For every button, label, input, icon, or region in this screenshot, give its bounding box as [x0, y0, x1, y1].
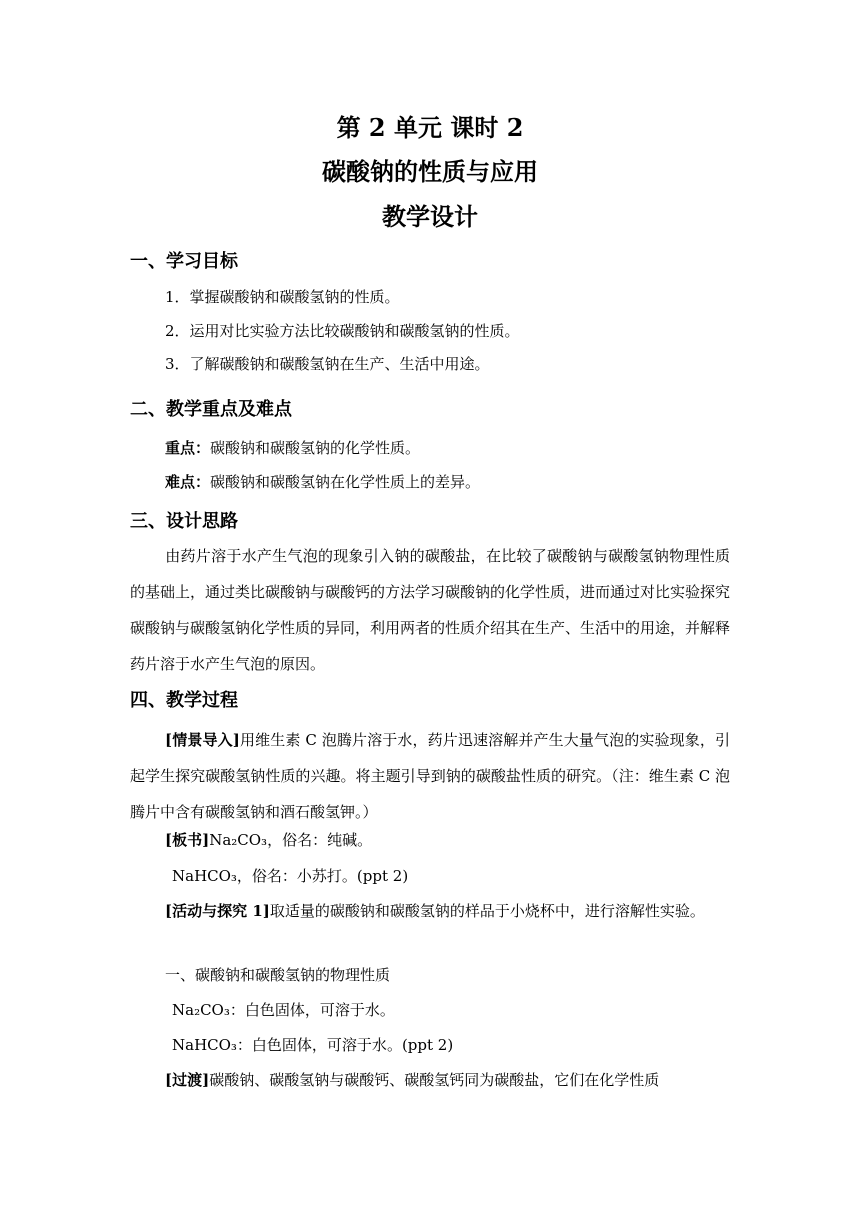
key-point-line [165, 437, 420, 459]
board-line-2: NaHCO₃，俗名：小苏打。(ppt 2) [172, 867, 409, 885]
board-text-1: Na₂CO₃，俗名：纯碱。 [209, 831, 373, 849]
difficulty-label: 难点： [165, 473, 211, 491]
activity-paragraph [130, 893, 730, 929]
title-unit-lesson: 第 2 单元 课时 2 [336, 113, 524, 142]
goal-item-2: 2．运用对比实验方法比较碳酸钠和碳酸氢钠的性质。 [165, 322, 520, 340]
transition-label: [过渡] [165, 1071, 210, 1089]
transition-text: 碳酸钠、碳酸氢钠与碳酸钙、碳酸氢钙同为碳酸盐，它们在化学性质 [209, 1071, 660, 1089]
goal-item-3: 3．了解碳酸钠和碳酸氢钠在生产、生活中用途。 [165, 355, 490, 373]
section-heading-key-points: 二、教学重点及难点 [130, 399, 292, 420]
design-idea-paragraph [130, 538, 730, 682]
physical-properties-heading: 一、碳酸钠和碳酸氢钠的物理性质 [165, 966, 391, 984]
goal-item-1: 1．掌握碳酸钠和碳酸氢钠的性质。 [165, 288, 400, 306]
physical-line-nahco3: NaHCO₃：白色固体，可溶于水。(ppt 2) [172, 1036, 454, 1054]
scenario-intro-label: [情景导入] [165, 731, 240, 749]
key-point-label: 重点： [165, 439, 211, 457]
section-heading-learning-goals: 一、学习目标 [130, 251, 238, 272]
scenario-intro-paragraph [130, 722, 730, 830]
key-point-text: 碳酸钠和碳酸氢钠的化学性质。 [210, 439, 421, 457]
scenario-intro-text: 用维生素 C 泡腾片溶于水，药片迅速溶解并产生大量气泡的实验现象，引起学生探究碳酸氢钠性质的兴趣。将主题引导到钠的碳酸盐性质的研究。（注：维生素 C 泡腾片中含有碳酸氢钠和酒石酸氢钾。） [130, 731, 730, 821]
title-topic: 碳酸钠的性质与应用 [322, 157, 538, 186]
activity-text: 取适量的碳酸钠和碳酸氢钠的样品于小烧杯中，进行溶解性实验。 [269, 902, 705, 920]
board-line-1 [165, 829, 372, 851]
difficulty-line [165, 471, 480, 493]
design-idea-text: 由药片溶于水产生气泡的现象引入钠的碳酸盐，在比较了碳酸钠与碳酸氢钠物理性质的基础上，通过类比碳酸钠与碳酸钙的方法学习碳酸钠的化学性质，进而通过对比实验探究碳酸钠与碳酸氢钠化学性质的异同，利用两者的性质介绍其在生产、生活中的用途，并解释药片溶于水产生气泡的原因。 [130, 547, 731, 673]
section-heading-teaching-process: 四、教学过程 [130, 690, 238, 711]
section-heading-design-idea: 三、设计思路 [130, 511, 238, 532]
transition-line [165, 1069, 659, 1091]
physical-line-na2co3: Na₂CO₃：白色固体，可溶于水。 [172, 1001, 395, 1019]
title-teaching-design: 教学设计 [382, 202, 478, 231]
difficulty-text: 碳酸钠和碳酸氢钠在化学性质上的差异。 [210, 473, 481, 491]
board-label: [板书] [165, 831, 210, 849]
activity-label: [活动与探究 1] [165, 902, 270, 920]
